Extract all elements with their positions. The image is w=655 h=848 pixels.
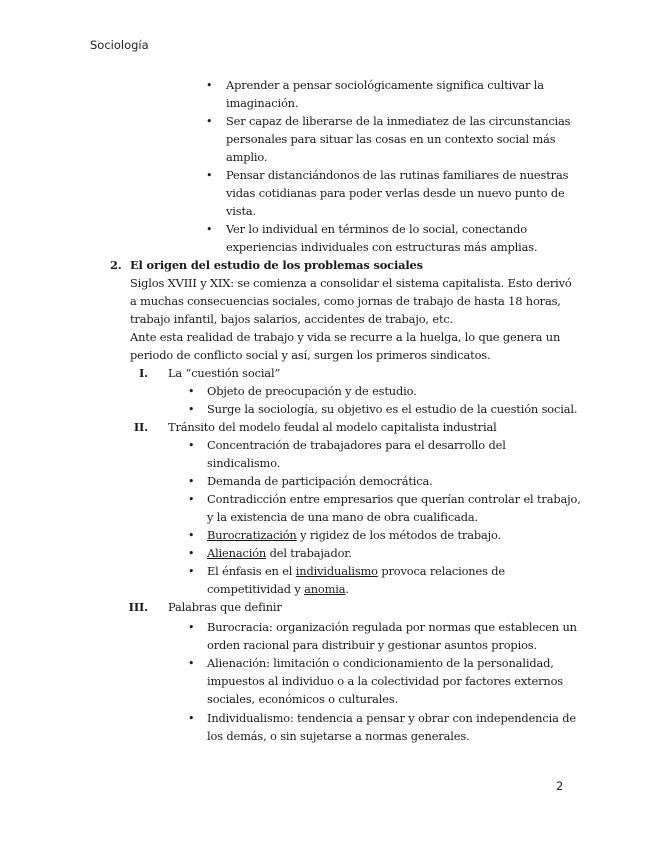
bullet-dot: • (188, 529, 195, 542)
bullet-text: los demás, o sin sujetarse a normas generales. (207, 729, 470, 743)
roman-numeral: III. (128, 600, 148, 614)
bullet-text: Demanda de participación democrática. (207, 474, 433, 488)
bullet-text: y la existencia de una mano de obra cualificada. (207, 510, 478, 524)
bullet-text: experiencias individuales con estructuras más amplias. (226, 240, 538, 254)
paragraph-line: Siglos XVIII y XIX: se comienza a consolidar el sistema capitalista. Esto derivó (130, 276, 572, 290)
bullet-dot: • (188, 657, 195, 670)
bullet-text-pre: El énfasis en el (207, 564, 296, 578)
bullet-text (207, 545, 352, 563)
bullet-dot: • (206, 169, 213, 182)
bullet-text: Concentración de trabajadores para el desarrollo del (207, 438, 506, 452)
underlined-term: Burocratización (207, 528, 297, 542)
bullet-text (207, 581, 349, 599)
roman-numeral: II. (133, 420, 148, 434)
bullet-dot: • (188, 385, 195, 398)
bullet-dot: • (188, 621, 195, 634)
underlined-term: individualismo (295, 564, 378, 578)
bullet-text-post: provoca relaciones de (377, 564, 505, 578)
paragraph-line: trabajo infantil, bajos salarios, accidentes de trabajo, etc. (130, 312, 454, 326)
bullet-text-rest: y rigidez de los métodos de trabajo. (296, 528, 501, 542)
bullet-text: vista. (226, 204, 257, 218)
bullet-text-post: . (345, 582, 349, 596)
bullet-dot: • (188, 403, 195, 416)
subsection-title: Tránsito del modelo feudal al modelo capitalista industrial (168, 420, 497, 434)
bullet-dot: • (188, 475, 195, 488)
bullet-text: sociales, económicos o culturales. (207, 692, 399, 706)
bullet-text: personales para situar las cosas en un contexto social más (226, 132, 556, 146)
page-number: 2 (556, 779, 564, 793)
bullet-text-rest: del trabajador. (266, 546, 352, 560)
bullet-text: Alienación: limitación o condicionamiento de la personalidad, (207, 656, 554, 670)
section-number: 2. (110, 258, 122, 272)
subsection-title: La “cuestión social” (168, 366, 281, 380)
bullet-text: Surge la sociología, su objetivo es el estudio de la cuestión social. (207, 402, 578, 416)
bullet-dot: • (206, 115, 213, 128)
bullet-text: vidas cotidianas para poder verlas desde un nuevo punto de (226, 186, 565, 200)
bullet-text: Ver lo individual en términos de lo social, conectando (226, 222, 527, 236)
bullet-dot: • (206, 223, 213, 236)
subsection-title: Palabras que definir (168, 600, 282, 614)
underlined-term: anomia (304, 582, 346, 596)
page-header: Sociología (90, 38, 149, 52)
bullet-text: Burocracia: organización regulada por normas que establecen un (207, 620, 577, 634)
bullet-text-pre: competitividad y (207, 582, 305, 596)
bullet-text: Contradicción entre empresarios que querían controlar el trabajo, (207, 492, 581, 506)
bullet-text: Objeto de preocupación y de estudio. (207, 384, 417, 398)
bullet-text: Individualismo: tendencia a pensar y obrar con independencia de (207, 711, 576, 725)
section-title: El origen del estudio de los problemas sociales (130, 258, 423, 272)
bullet-text: Ser capaz de liberarse de la inmediatez de las circunstancias (226, 114, 571, 128)
bullet-dot: • (188, 493, 195, 506)
bullet-text: Aprender a pensar sociológicamente significa cultivar la (226, 78, 544, 92)
bullet-text: sindicalismo. (207, 456, 281, 470)
paragraph-line: periodo de conflicto social y así, surgen los primeros sindicatos. (130, 348, 491, 362)
underlined-term: Alienación (207, 546, 267, 560)
bullet-dot: • (206, 79, 213, 92)
paragraph-line: Ante esta realidad de trabajo y vida se recurre a la huelga, lo que genera un (130, 330, 561, 344)
bullet-text: orden racional para distribuir y gestionar asuntos propios. (207, 638, 537, 652)
bullet-dot: • (188, 547, 195, 560)
roman-numeral: I. (139, 366, 148, 380)
bullet-text: imaginación. (226, 96, 299, 110)
bullet-text: impuestos al individuo o a la colectividad por factores externos (207, 674, 564, 688)
bullet-text (207, 527, 501, 545)
bullet-text (207, 563, 505, 581)
bullet-dot: • (188, 565, 195, 578)
bullet-text: Pensar distanciándonos de las rutinas familiares de nuestras (226, 168, 569, 182)
paragraph-line: a muchas consecuencias sociales, como jornas de trabajo de hasta 18 horas, (130, 294, 561, 308)
bullet-dot: • (188, 439, 195, 452)
bullet-text: amplio. (226, 150, 268, 164)
bullet-dot: • (188, 712, 195, 725)
